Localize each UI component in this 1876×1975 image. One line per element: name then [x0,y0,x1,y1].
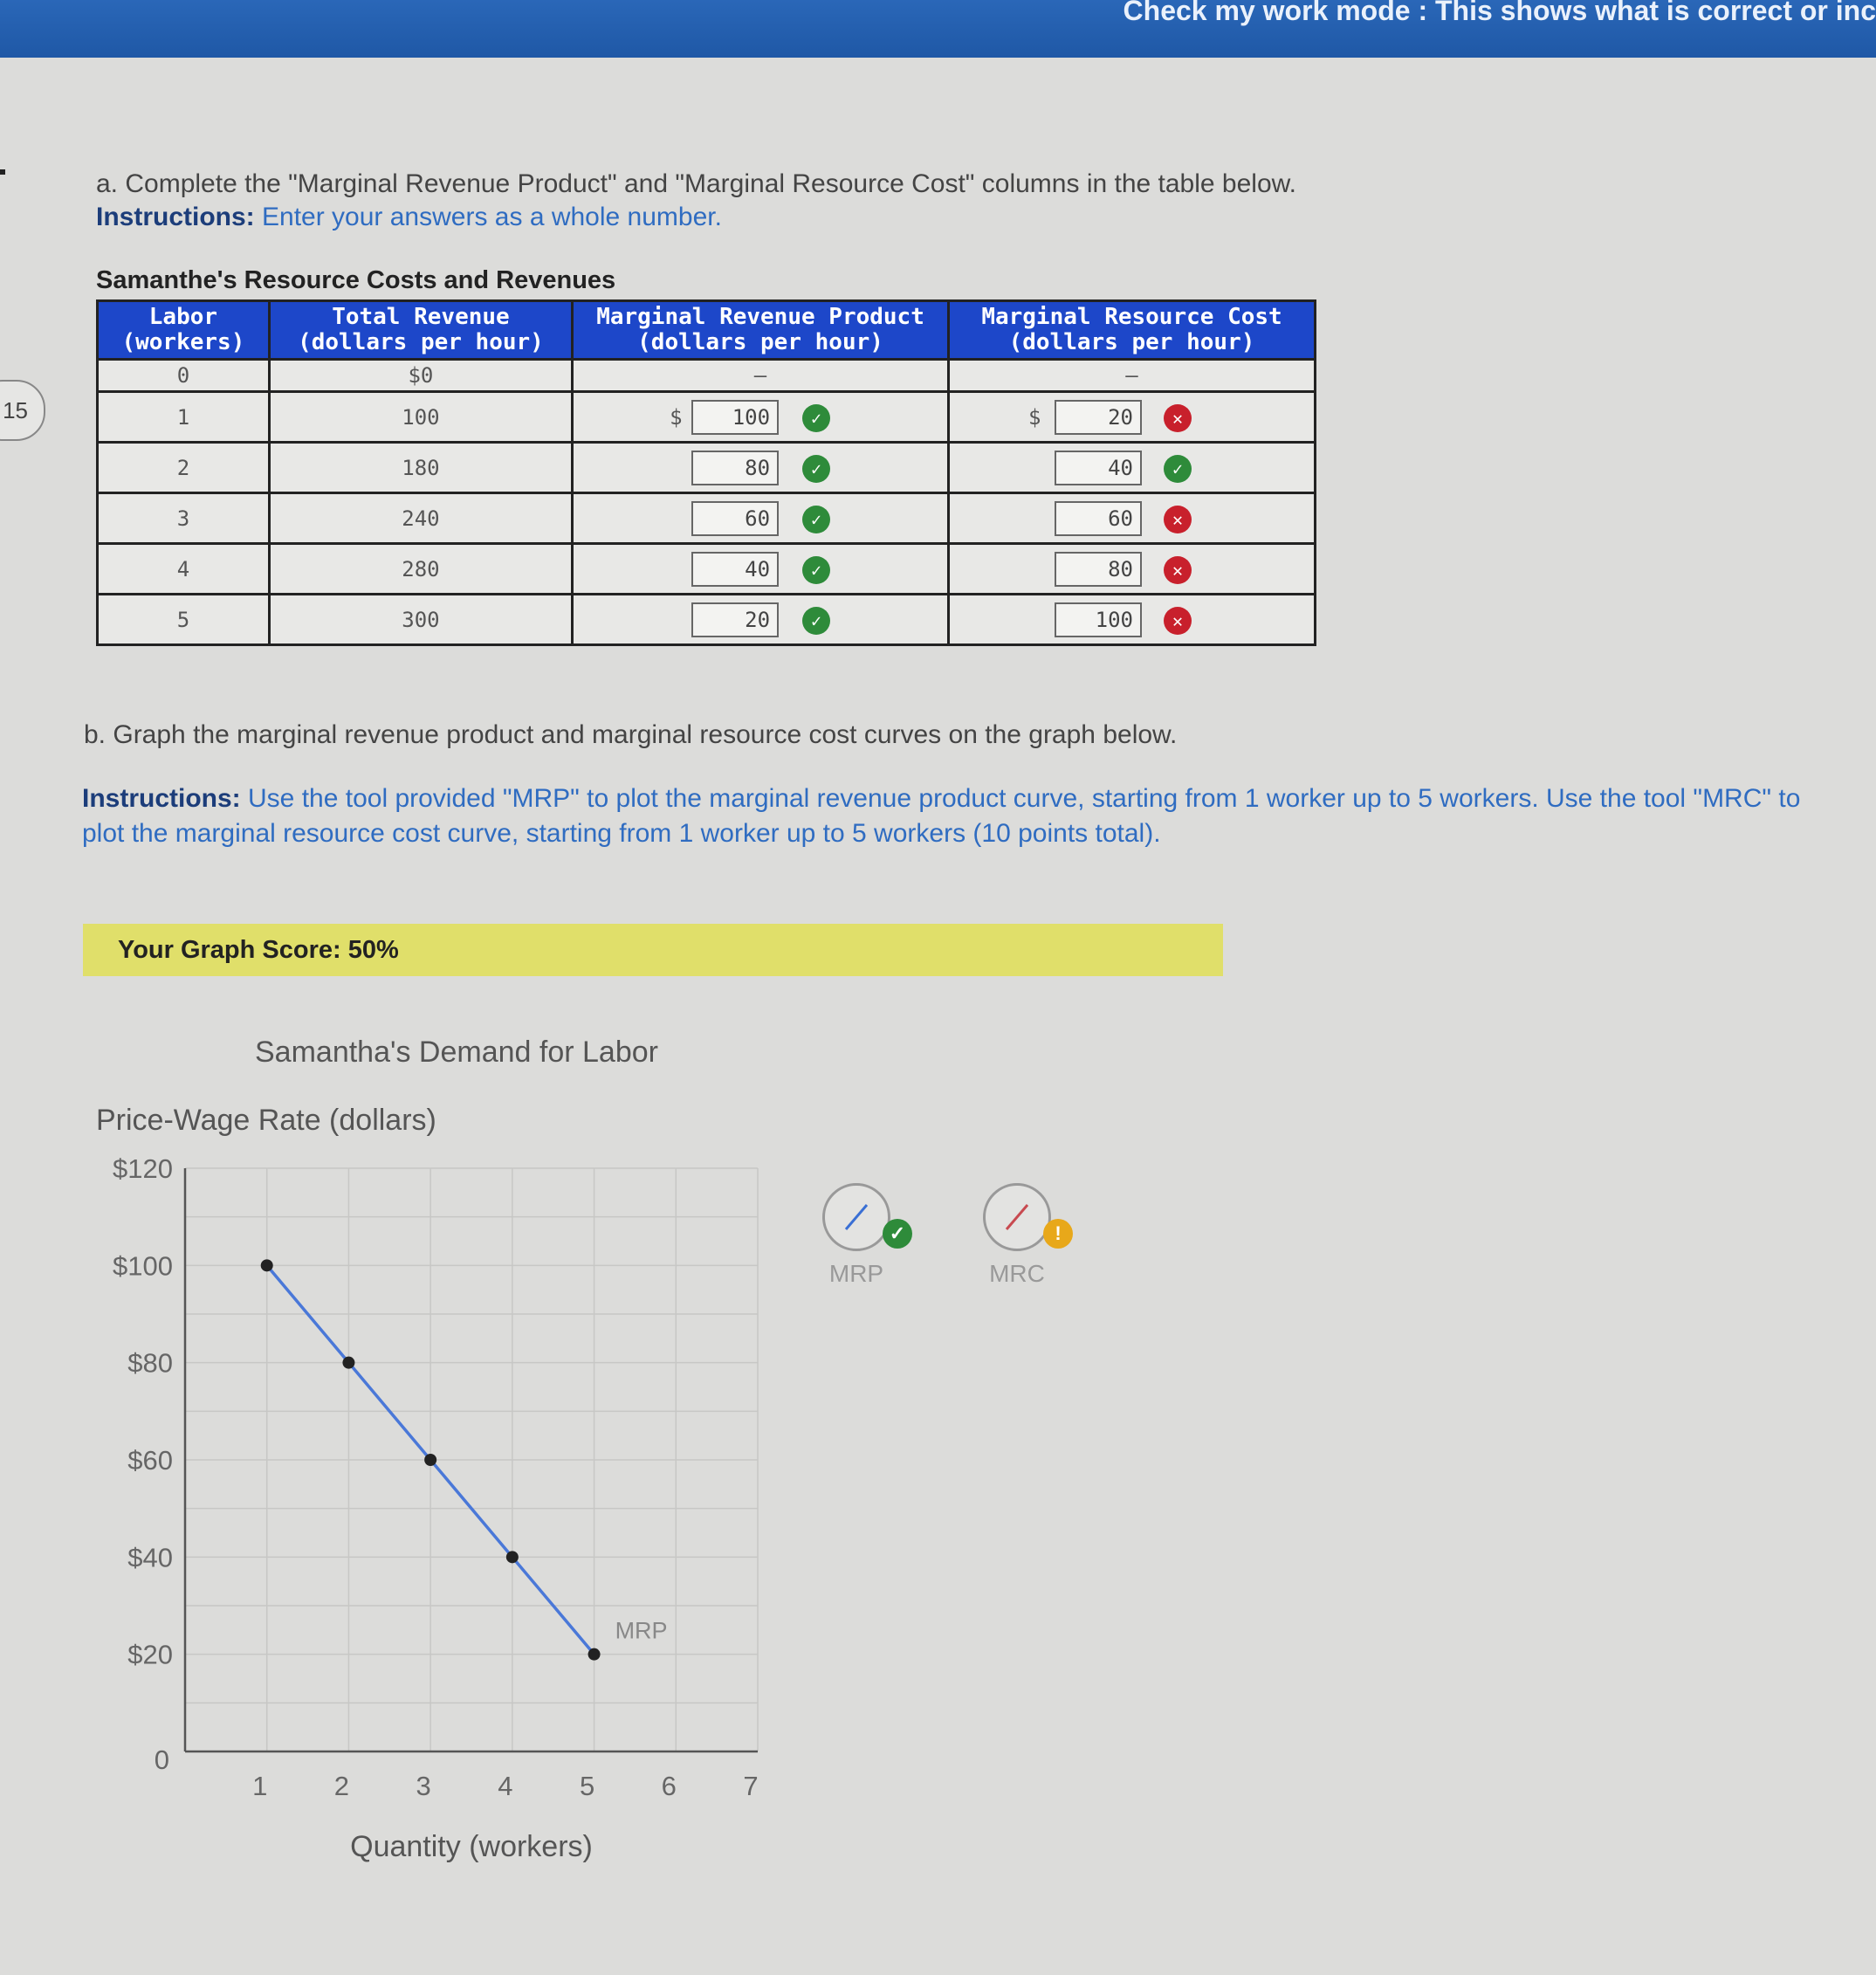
check-icon: ✓ [1164,455,1192,483]
table-row [98,595,1316,645]
part-a-prompt: a. Complete the "Marginal Revenue Product" and "Marginal Resource Cost" columns in the table below. [96,169,1296,198]
x-icon: ✕ [1164,556,1192,584]
total-revenue-cell: 240 [269,493,572,544]
labor-cell: 4 [98,544,270,595]
mrc-input[interactable]: 40 [1055,451,1142,485]
mrp-tool-button[interactable] [822,1183,906,1251]
instructions-text: Use the tool provided "MRP" to plot the marginal revenue product curve, starting from 1 worker up to 5 workers. Use the tool "MRC" to plot the marginal resource cost curve, starting from 1 worker up to 5 workers (10 points total). [82,784,1801,848]
mrp-cell [573,493,949,544]
header-total-revenue: Total Revenue (dollars per hour) [269,301,572,360]
instructions-text: Enter your answers as a whole number. [262,203,722,231]
mrp-tool-label: MRP [828,1260,884,1287]
mrc-cell [949,544,1316,595]
line-tool-icon [986,1186,1048,1249]
mrc-input[interactable]: 80 [1055,552,1142,587]
mrc-cell [949,595,1316,645]
line-tool-icon [825,1186,888,1249]
mrc-tool-label: MRC [989,1260,1045,1287]
table-title: Samanthe's Resource Costs and Revenues [96,266,616,294]
mrp-cell [573,392,949,443]
labor-cell: 5 [98,595,270,645]
part-a-instructions [96,201,1296,234]
table-row [98,493,1316,544]
y-tick-label: $100 [113,1250,173,1282]
question-number: 15 [3,397,28,423]
y-tick-label: $20 [127,1639,173,1670]
header-mrc: Marginal Resource Cost (dollars per hour) [949,301,1316,360]
total-revenue-cell: $0 [269,360,572,392]
table-row [98,544,1316,595]
graph-score-banner: Your Graph Score: 50% [83,924,1223,976]
table-row [98,443,1316,493]
mrp-cell: – [573,360,949,392]
mrp-cell [573,544,949,595]
mrp-input[interactable]: 100 [691,400,779,435]
labor-cell: 1 [98,392,270,443]
x-tick-label: 4 [498,1771,513,1801]
mrp-cell [573,595,949,645]
top-header-bar [0,0,1876,58]
x-tick-label: 3 [416,1771,431,1801]
table-row [98,360,1316,392]
x-icon: ✕ [1164,506,1192,533]
x-tick-label: 2 [333,1771,350,1801]
mrp-cell [573,443,949,493]
mrc-input[interactable]: 20 [1055,400,1142,435]
table-row [98,392,1316,443]
mrp-input[interactable]: 60 [691,501,779,536]
mrp-point [342,1357,354,1369]
instructions-label: Instructions: [96,203,255,231]
mrp-tool[interactable] [808,1183,904,1288]
mrp-input[interactable]: 20 [691,602,779,637]
origin-label: 0 [154,1744,169,1775]
y-tick-label: $80 [127,1347,173,1379]
x-icon: ✕ [1164,607,1192,635]
part-b-prompt: b. Graph the marginal revenue product and marginal resource cost curves on the graph below. [84,720,1178,749]
x-axis-label: Quantity (workers) [350,1830,593,1863]
check-mode-text: Check my work mode : This shows what is correct or inc [1123,0,1876,26]
side-bullet [0,169,5,175]
labor-cell: 2 [98,443,270,493]
chart-title: Samantha's Demand for Labor [255,1036,658,1069]
mrc-tool[interactable] [969,1183,1065,1288]
header-mrp: Marginal Revenue Product (dollars per hour) [573,301,949,360]
mrc-input[interactable]: 100 [1055,602,1142,637]
mrp-point [424,1454,436,1466]
total-revenue-cell: 100 [269,392,572,443]
mrc-cell [949,493,1316,544]
mrc-cell [949,443,1316,493]
check-icon: ✓ [802,556,830,584]
x-tick-label: 1 [252,1771,268,1801]
warning-icon: ! [1043,1219,1073,1249]
part-b-instructions [82,781,1828,851]
mrp-point [588,1648,601,1661]
mrc-cell [949,392,1316,443]
labor-cell: 0 [98,360,270,392]
instructions-label: Instructions: [82,784,241,813]
check-icon: ✓ [802,607,830,635]
labor-demand-chart[interactable] [0,1013,873,1886]
total-revenue-cell: 280 [269,544,572,595]
check-icon: ✓ [802,455,830,483]
resource-table [96,299,1316,646]
currency-symbol: $ [670,405,683,430]
currency-symbol: $ [1028,405,1041,430]
check-icon: ✓ [802,404,830,432]
total-revenue-cell: 300 [269,595,572,645]
y-axis-label: Price-Wage Rate (dollars) [96,1104,436,1137]
question-nav-tab[interactable] [0,380,45,441]
total-revenue-cell: 180 [269,443,572,493]
mrc-input[interactable]: 60 [1055,501,1142,536]
mrp-point [261,1259,273,1271]
header-labor: Labor (workers) [98,301,270,360]
x-tick-label: 5 [579,1771,595,1801]
x-tick-label: 6 [661,1771,677,1801]
labor-cell: 3 [98,493,270,544]
y-tick-label: $120 [113,1153,173,1184]
mrp-input[interactable]: 40 [691,552,779,587]
check-icon: ✓ [802,506,830,533]
part-a-question [96,168,1296,234]
mrp-input[interactable]: 80 [691,451,779,485]
mrc-tool-button[interactable] [983,1183,1062,1251]
check-icon: ✓ [883,1219,912,1249]
x-icon: ✕ [1164,404,1192,432]
y-tick-label: $60 [127,1445,173,1476]
mrp-point [506,1551,519,1563]
mrc-cell: – [949,360,1316,392]
x-tick-label: 7 [743,1771,759,1801]
mrp-curve-label: MRP [615,1617,668,1644]
y-tick-label: $40 [127,1542,173,1573]
